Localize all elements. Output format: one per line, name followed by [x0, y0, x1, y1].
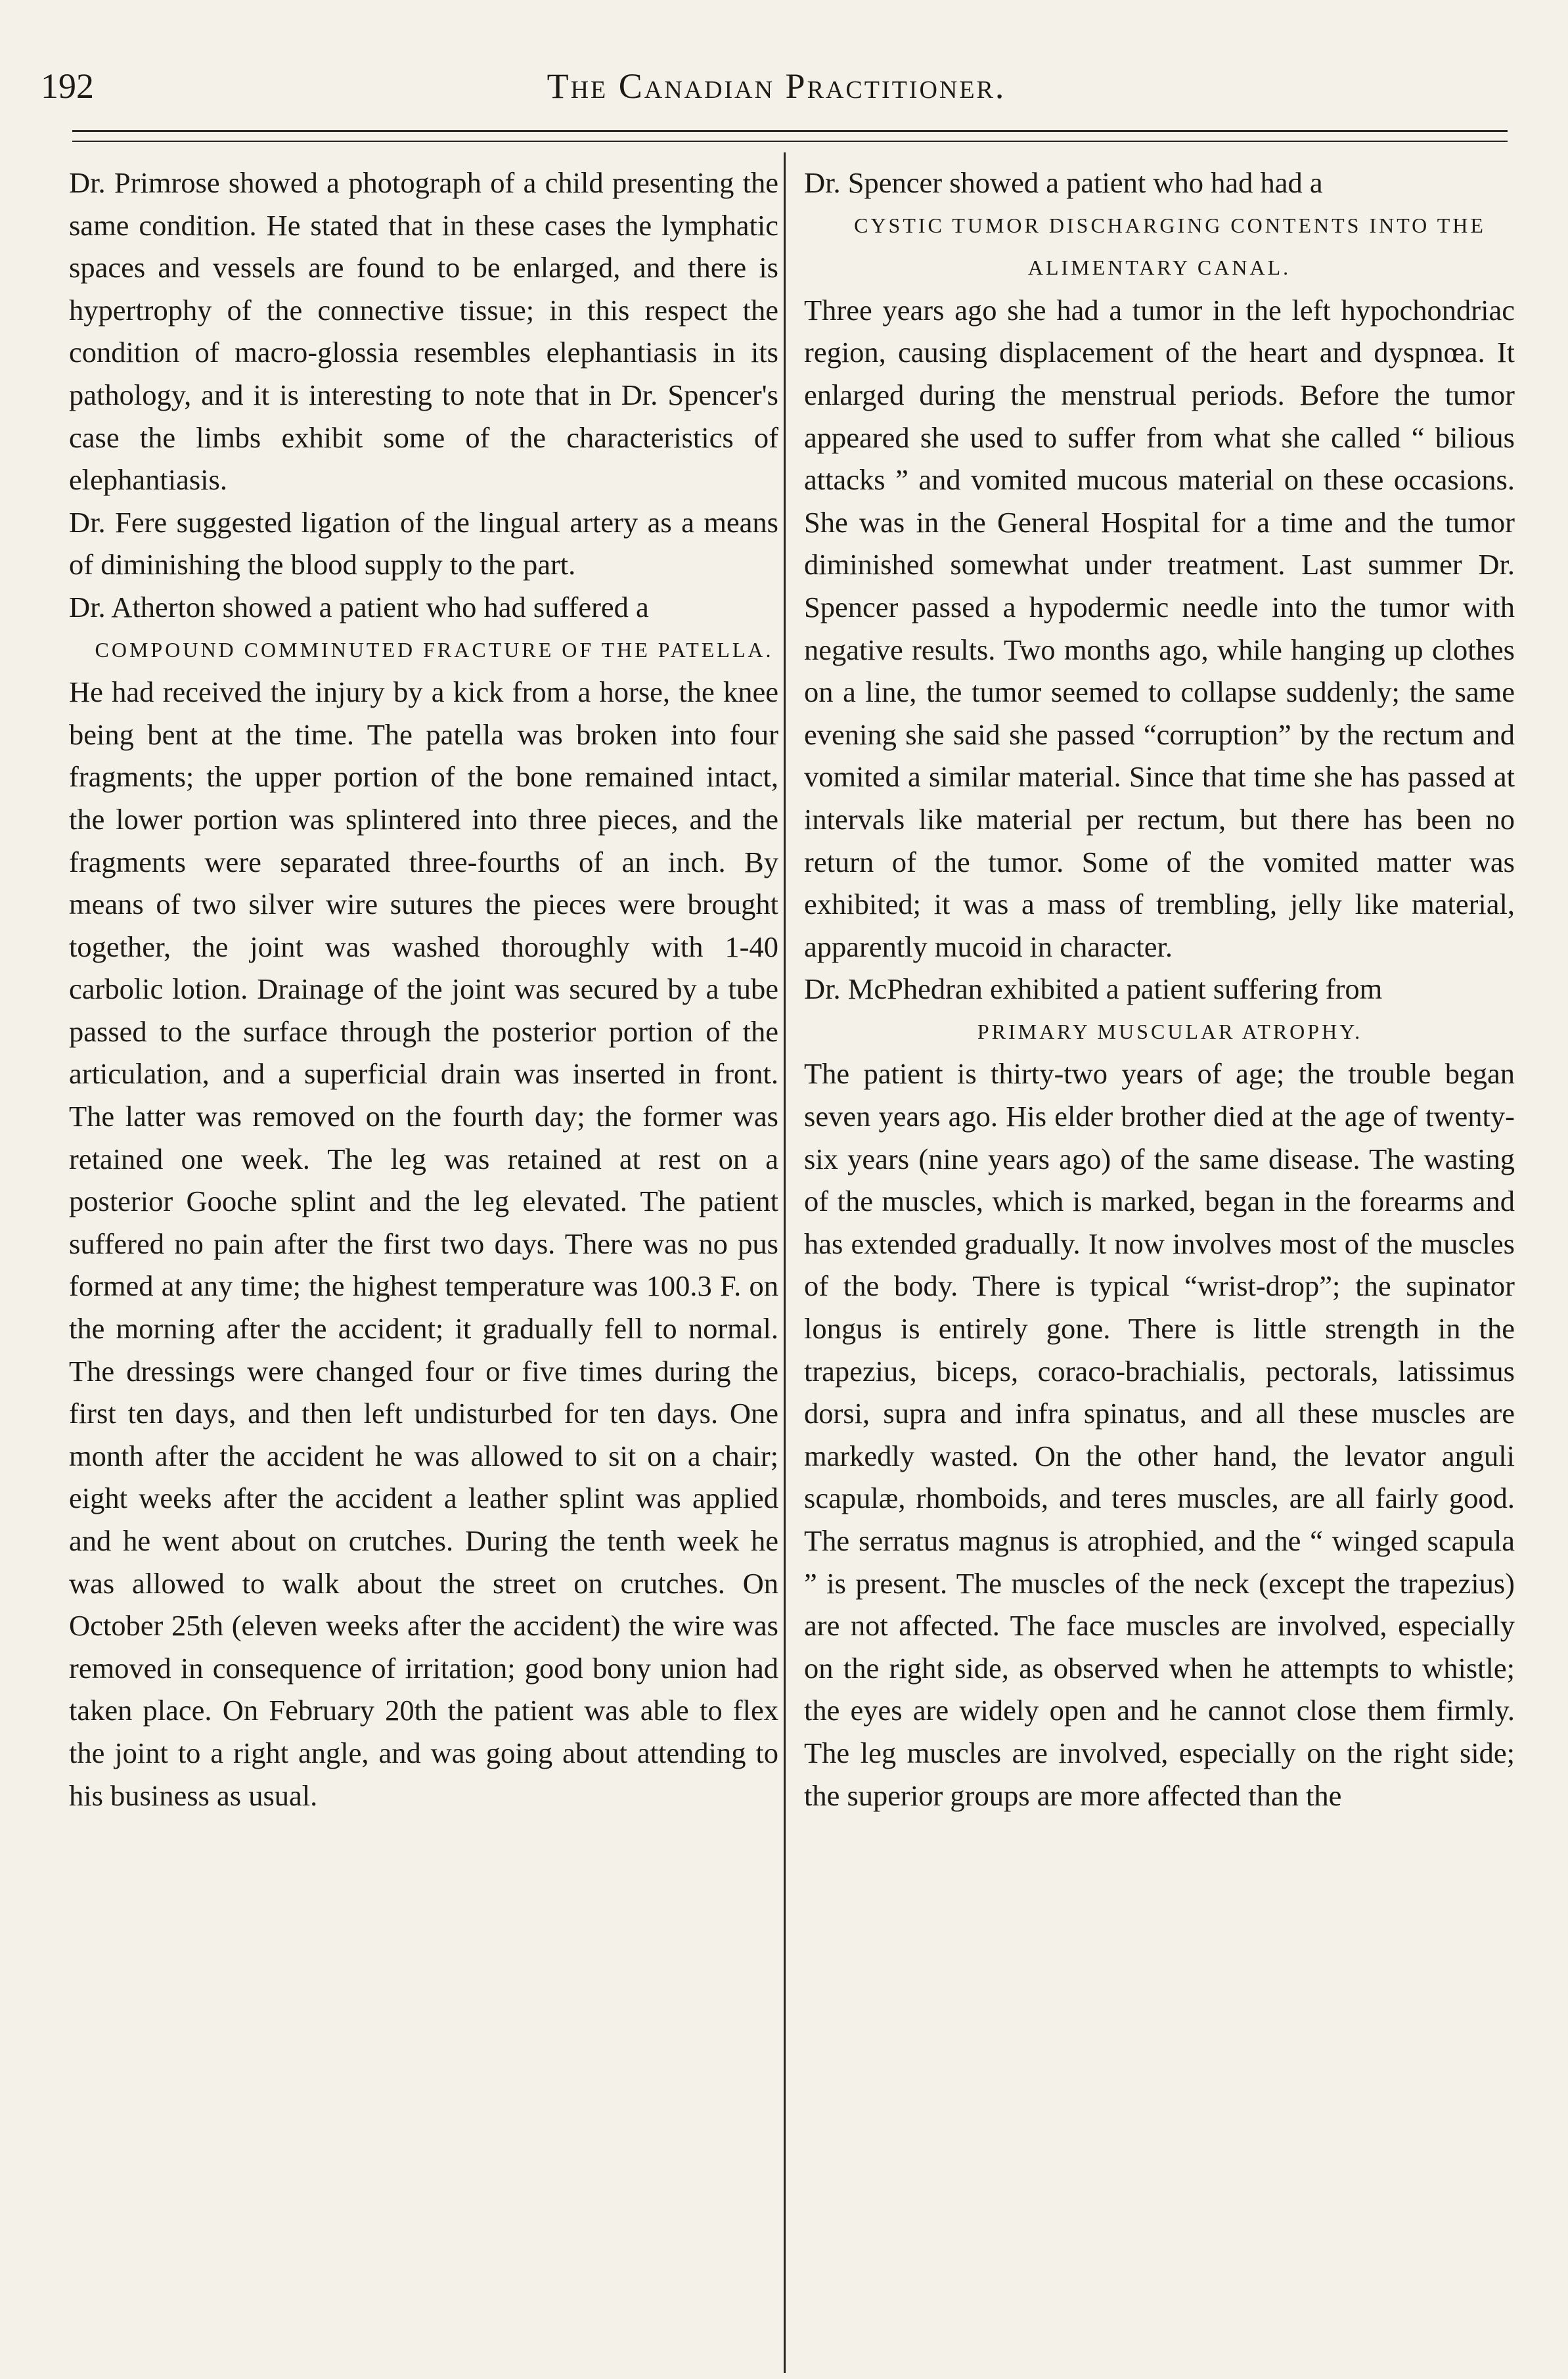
header-rule [72, 130, 1508, 132]
paragraph: Dr. Fere suggested ligation of the lingual artery as a means of diminishing the blood supply to the part. [69, 505, 778, 581]
running-title: The Canadian Practitioner. [547, 66, 1006, 106]
paragraph: Dr. Primrose showed a photograph of a child presenting the same condition. He stated that in these cases the lymphatic spaces and vessels are found to be enlarged, and there is hypertrophy of the connective tissue; in this respect the condition of macro-glossia resembles elephantiasis in its pathology, and it is interesting to note that in Dr. Spencer's case the limbs exhibit some of the characteristics of elephantiasis. [69, 166, 778, 497]
paragraph: Dr. Spencer showed a patient who had had a [804, 166, 1323, 199]
right-column [804, 162, 1515, 1817]
paragraph: Three years ago she had a tumor in the left hypochondriac region, causing displacement of the heart and dyspnœa. It enlarged during the menstrual periods. Before the tumor appeared she used to suffer from what she called “ bilious attacks ” and vomited mucous material on these occasions. She was in the General Hospital for a time and the tumor diminished somewhat under treatment. Last summer Dr. Spencer passed a hypodermic needle into the tumor with negative results. Two months ago, while hanging up clothes on a line, the tumor seemed to collapse suddenly; the same evening she said she passed “corruption” by the rectum and vomited a similar material. Since that time she has passed at intervals like material per rectum, but there has been no return of the tumor. Some of the vomited matter was exhibited; it was a mass of trembling, jelly like material, apparently mucoid in character. [804, 293, 1515, 963]
column-divider [784, 152, 786, 2373]
paragraph: Dr. Atherton showed a patient who had suffered a [69, 590, 649, 623]
header-rule-thin [72, 141, 1508, 142]
paragraph: Dr. McPhedran exhibited a patient suffering from [804, 972, 1383, 1006]
left-column [69, 162, 778, 1817]
page-number: 192 [41, 66, 94, 106]
paragraph: The patient is thirty-two years of age; the trouble began seven years ago. His elder brother died at the age of twenty-six years (nine years ago) of the same disease. The wasting of the muscles, which is marked, began in the forearms and has extended gradually. It now involves most of the muscles of the body. There is typical “wrist-drop”; the supinator longus is entirely gone. There is little strength in the trapezius, biceps, coraco-brachialis, pectorals, latissimus dorsi, supra and infra spinatus, and all these muscles are markedly wasted. On the other hand, the levator anguli scapulæ, rhomboids, and teres muscles, are all fairly good. The serratus magnus is atrophied, and the “ winged scapula ” is present. The muscles of the neck (except the trapezius) are not affected. The face muscles are involved, especially on the right side, as observed when he attempts to whistle; the eyes are widely open and he cannot close them firmly. The leg muscles are involved, especially on the right side; the superior groups are more affected than the [804, 1057, 1515, 1812]
page-header [41, 53, 1512, 125]
section-subheading: CYSTIC TUMOR DISCHARGING CONTENTS INTO THE ALIMENTARY CANAL. [854, 213, 1486, 280]
paragraph: He had received the injury by a kick from a horse, the knee being bent at the time. The patella was broken into four fragments; the upper portion of the bone remained intact, the lower portion was splintered into three pieces, and the fragments were separated three-fourths of an inch. By means of two silver wire sutures the pieces were brought together, the joint was washed thoroughly with 1-40 carbolic lotion. Drainage of the joint was secured by a tube passed to the surface through the posterior portion of the articulation, and a superficial drain was inserted in front. The latter was removed on the fourth day; the former was retained one week. The leg was retained at rest on a posterior Gooche splint and the leg elevated. The patient suffered no pain after the first two days. There was no pus formed at any time; the highest temperature was 100.3 F. on the morning after the accident; it gradually fell to normal. The dressings were changed four or five times during the first ten days, and then left undisturbed for ten days. One month after the accident he was allowed to sit on a chair; eight weeks after the accident a leather splint was applied and he went about on crutches. During the tenth week he was allowed to walk about the street on crutches. On October 25th (eleven weeks after the accident) the wire was removed in consequence of irritation; good bony union had taken place. On February 20th the patient was able to flex the joint to a right angle, and was going about attending to his business as usual. [69, 675, 778, 1812]
section-subheading: COMPOUND COMMINUTED FRACTURE OF THE PATELLA. [95, 637, 774, 662]
section-subheading: PRIMARY MUSCULAR ATROPHY. [977, 1019, 1363, 1043]
